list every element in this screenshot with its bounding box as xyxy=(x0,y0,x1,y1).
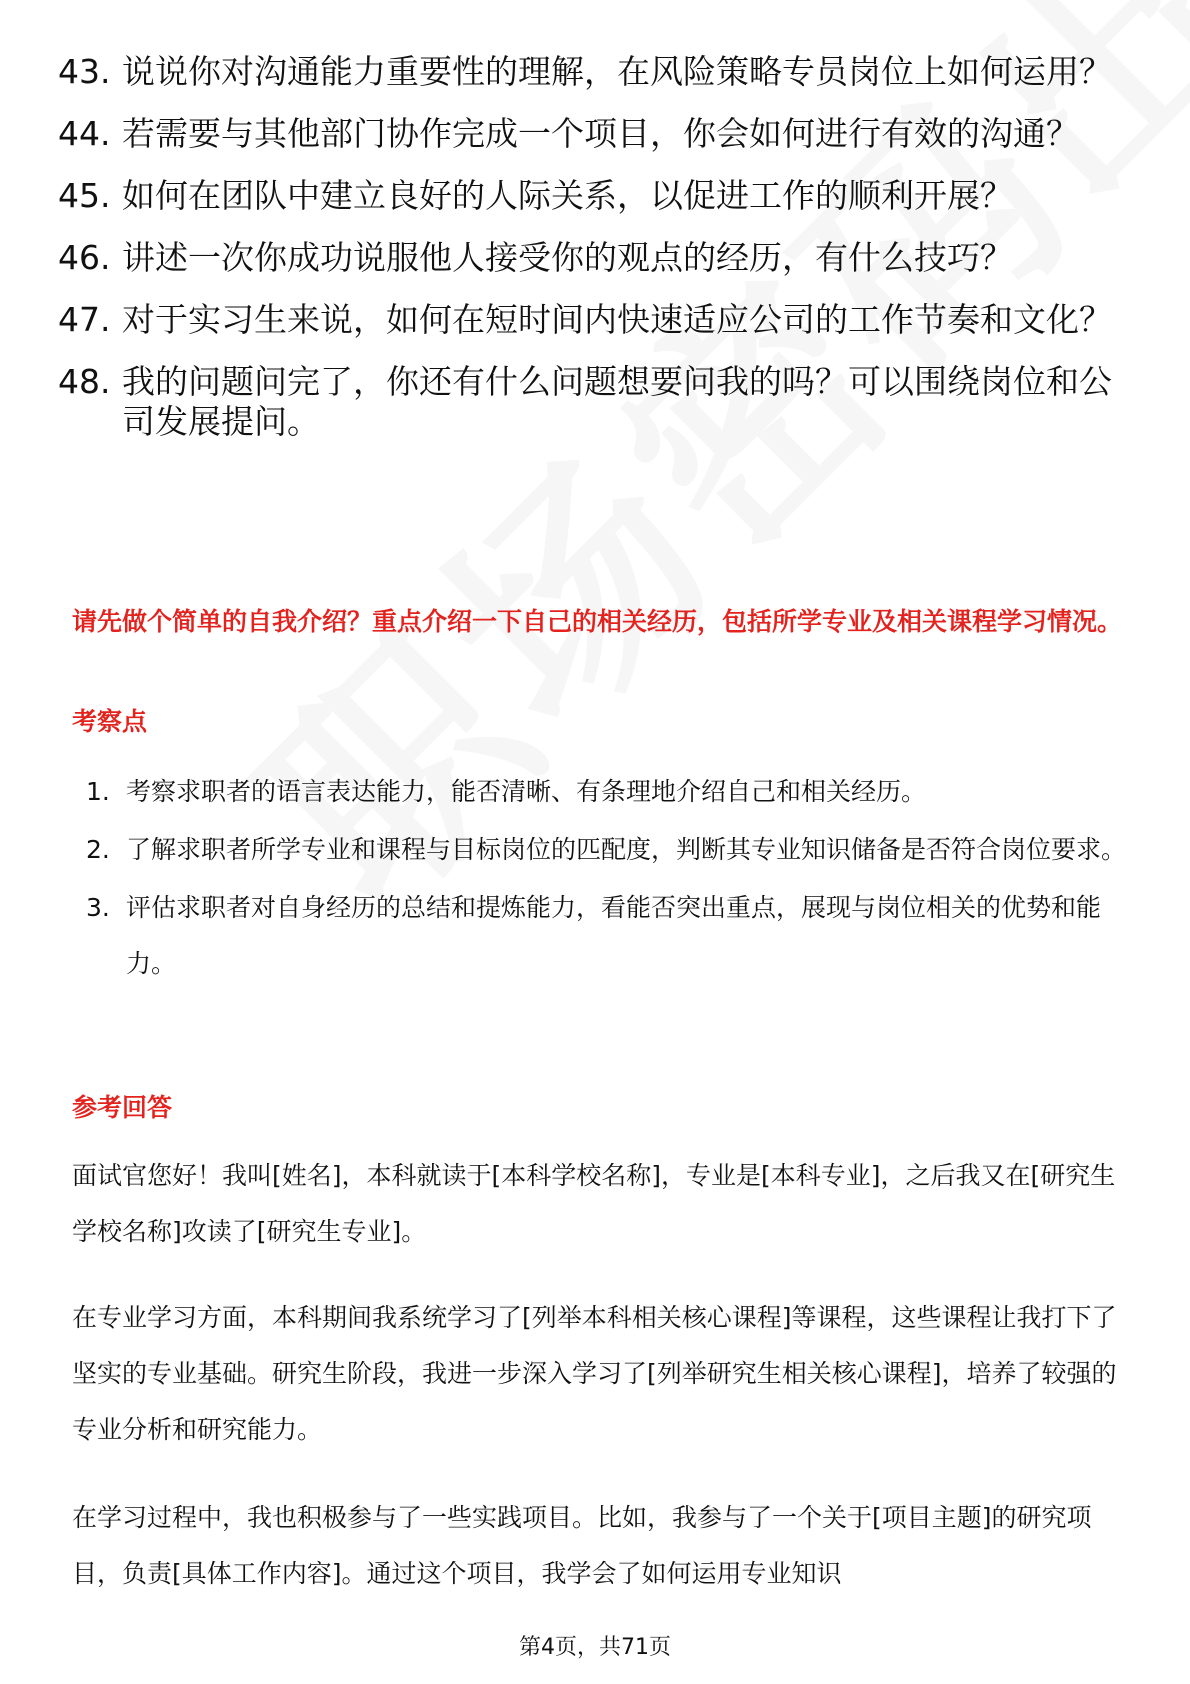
question-number: 47. xyxy=(58,300,111,339)
point-item xyxy=(86,880,1126,992)
answer-paragraph: 在专业学习方面，本科期间我系统学习了[列举本科相关核心课程]等课程，这些课程让我打下了坚实的专业基础。研究生阶段，我进一步深入学习了[列举研究生相关核心课程]，培养了较强的专业分析和研究能力。 xyxy=(72,1303,1117,1444)
point-number: 3. xyxy=(86,893,110,922)
question-number: 46. xyxy=(58,238,111,277)
answer-paragraph: 面试官您好！我叫[姓名]，本科就读于[本科学校名称]，专业是[本科专业]，之后我又在[研究生学校名称]攻读了[研究生专业]。 xyxy=(72,1161,1116,1246)
question-text: 讲述一次你成功说服他人接受你的观点的经历，有什么技巧？ xyxy=(122,238,1013,277)
point-number: 1. xyxy=(86,777,110,806)
point-text: 评估求职者对自身经历的总结和提炼能力，看能否突出重点，展现与岗位相关的优势和能力。 xyxy=(126,893,1102,978)
question-text: 我的问题问完了，你还有什么问题想要问我的吗？可以围绕岗位和公司发展提问。 xyxy=(122,362,1112,441)
question-text: 如何在团队中建立良好的人际关系，以促进工作的顺利开展？ xyxy=(122,176,1013,215)
points-list xyxy=(86,764,1126,994)
question-item xyxy=(58,114,1118,154)
points-title: 考察点 xyxy=(72,707,148,736)
page-footer: 第4页，共71页 xyxy=(519,1635,671,1660)
point-item xyxy=(86,764,1126,820)
question-text: 若需要与其他部门协作完成一个项目，你会如何进行有效的沟通？ xyxy=(122,114,1079,153)
question-list xyxy=(58,52,1118,464)
answer-title: 参考回答 xyxy=(72,1093,173,1122)
point-text: 了解求职者所学专业和课程与目标岗位的匹配度，判断其专业知识储备是否符合岗位要求。 xyxy=(126,835,1127,864)
question-item xyxy=(58,362,1118,442)
question-number: 45. xyxy=(58,176,111,215)
point-number: 2. xyxy=(86,835,110,864)
question-heading: 请先做个简单的自我介绍？重点介绍一下自己的相关经历，包括所学专业及相关课程学习情况。 xyxy=(72,607,1123,636)
question-number: 43. xyxy=(58,52,111,91)
question-number: 44. xyxy=(58,114,111,153)
answer-paragraph: 在学习过程中，我也积极参与了一些实践项目。比如，我参与了一个关于[项目主题]的研究项目，负责[具体工作内容]。通过这个项目，我学会了如何运用专业知识 xyxy=(72,1503,1092,1588)
question-item xyxy=(58,300,1118,340)
question-text: 对于实习生来说，如何在短时间内快速适应公司的工作节奏和文化？ xyxy=(122,300,1112,339)
question-number: 48. xyxy=(58,362,111,401)
question-item xyxy=(58,176,1118,216)
point-item xyxy=(86,822,1126,878)
question-item xyxy=(58,238,1118,278)
question-item xyxy=(58,52,1118,92)
question-text: 说说你对沟通能力重要性的理解，在风险策略专员岗位上如何运用？ xyxy=(122,52,1112,91)
point-text: 考察求职者的语言表达能力，能否清晰、有条理地介绍自己和相关经历。 xyxy=(126,777,927,806)
